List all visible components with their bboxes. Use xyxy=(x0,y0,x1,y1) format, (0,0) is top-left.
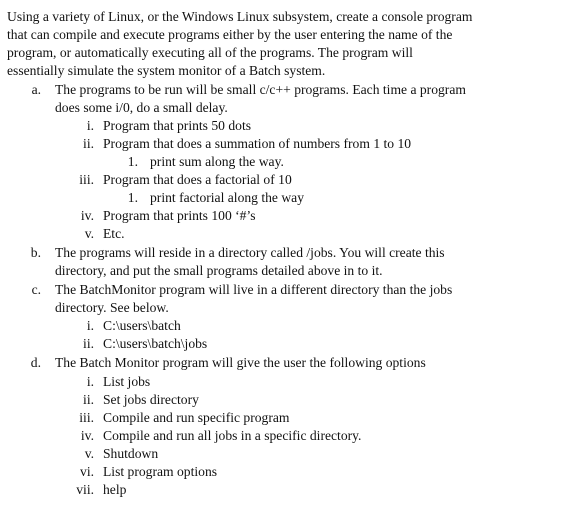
sub-marker: iii. xyxy=(79,172,94,187)
intro-line: essentially simulate the system monitor of a Batch system. xyxy=(7,63,326,78)
list-marker: a. xyxy=(31,82,41,97)
sub-marker: iii. xyxy=(79,410,94,425)
sub-item-text: List jobs xyxy=(103,374,151,389)
sub-item-text: Shutdown xyxy=(103,446,159,461)
intro-line: that can compile and execute programs either by the user entering the name of the xyxy=(7,27,453,42)
sub-marker: vii. xyxy=(76,482,94,497)
subsub-item-text: print sum along the way. xyxy=(150,154,284,169)
sub-marker: i. xyxy=(86,318,94,333)
sub-item-text: Compile and run specific program xyxy=(103,410,290,425)
sub-item-text: help xyxy=(103,482,127,497)
subsub-marker: 1. xyxy=(127,154,138,169)
item-text-line: The BatchMonitor program will live in a different directory than the jobs xyxy=(55,282,453,297)
intro-line: Using a variety of Linux, or the Windows Linux subsystem, create a console program xyxy=(7,9,473,24)
subsub-marker: 1. xyxy=(127,190,138,205)
list-marker: b. xyxy=(30,245,41,260)
sub-item-text: Program that does a factorial of 10 xyxy=(103,172,292,187)
item-text-line: directory, and put the small programs detailed above in to it. xyxy=(55,263,383,278)
sub-marker: ii. xyxy=(83,136,94,151)
sub-item-text: Compile and run all jobs in a specific directory. xyxy=(103,428,362,443)
sub-marker: v. xyxy=(84,226,94,241)
sub-item-text: Program that prints 100 ‘#’s xyxy=(103,208,256,223)
item-text-line: The Batch Monitor program will give the user the following options xyxy=(55,355,426,370)
intro-line: program, or automatically executing all of the programs. The program will xyxy=(7,45,413,60)
sub-marker: v. xyxy=(84,446,94,461)
item-text-line: directory. See below. xyxy=(55,300,169,315)
sub-marker: i. xyxy=(86,118,94,133)
sub-item-text: Set jobs directory xyxy=(103,392,199,407)
list-marker: c. xyxy=(31,282,41,297)
sub-item-text: Etc. xyxy=(103,226,125,241)
sub-item-text: Program that does a summation of numbers from 1 to 10 xyxy=(103,136,412,151)
sub-item-text: C:\users\batch xyxy=(103,318,181,333)
sub-marker: iv. xyxy=(80,208,94,223)
sub-marker: vi. xyxy=(80,464,94,479)
sub-item-text: List program options xyxy=(103,464,218,479)
sub-marker: i. xyxy=(86,374,94,389)
sub-marker: ii. xyxy=(83,392,94,407)
sub-marker: iv. xyxy=(80,428,94,443)
subsub-item-text: print factorial along the way xyxy=(150,190,305,205)
list-marker: d. xyxy=(30,355,41,370)
sub-item-text: C:\users\batch\jobs xyxy=(103,336,208,351)
sub-item-text: Program that prints 50 dots xyxy=(103,118,252,133)
item-text-line: does some i/0, do a small delay. xyxy=(55,100,228,115)
item-text-line: The programs will reside in a directory called /jobs. You will create this xyxy=(55,245,445,260)
sub-marker: ii. xyxy=(83,336,94,351)
item-text-line: The programs to be run will be small c/c++ programs. Each time a program xyxy=(55,82,466,97)
